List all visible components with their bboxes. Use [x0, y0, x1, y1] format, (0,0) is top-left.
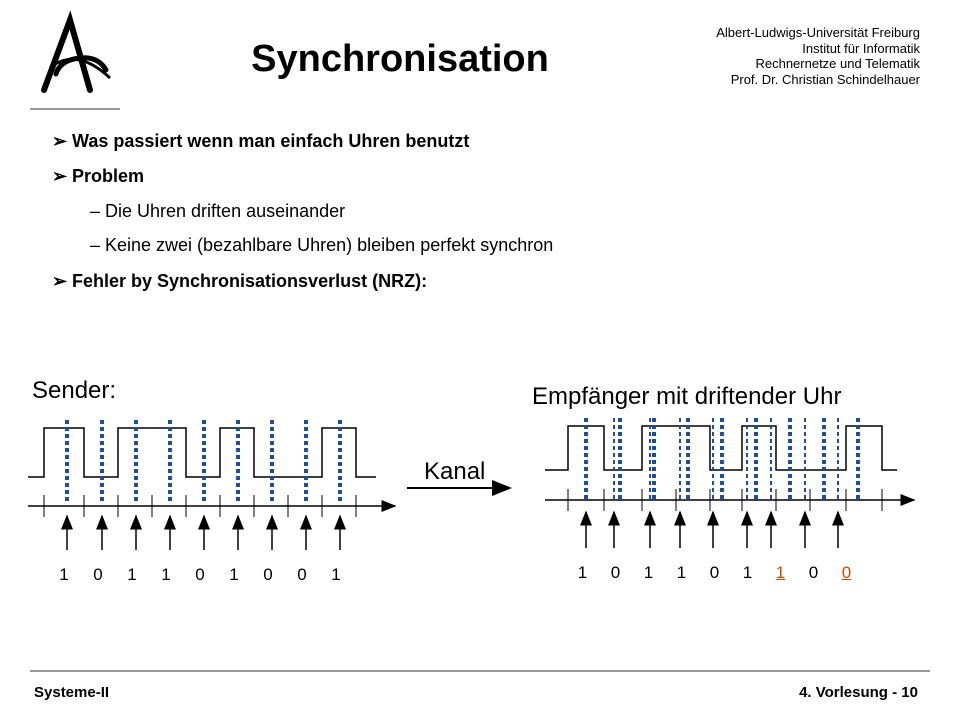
receiver-bit: 1 [643, 563, 654, 582]
sender-label: Sender: [32, 377, 117, 404]
receiver-bit: 1 [742, 563, 753, 582]
sub-bullet: – Keine zwei (bezahlbare Uhren) bleiben perfekt synchron [90, 235, 554, 255]
receiver-drift-clock-lines [614, 418, 838, 500]
receiver-bit-error: 0 [841, 563, 852, 582]
receiver-bit: 0 [808, 563, 819, 582]
receiver-bit: 0 [610, 563, 621, 582]
receiver-bit: 1 [676, 563, 687, 582]
institution-line: Albert-Ludwigs-Universität Freiburg [716, 25, 920, 40]
institution-line: Institut für Informatik [802, 40, 920, 56]
footer-lecture-page: 4. Vorlesung - 10 [799, 684, 918, 701]
arrow-bullet-icon: ➢ [52, 131, 68, 151]
sender-bit: 1 [161, 565, 171, 584]
sender-bit: 1 [59, 565, 69, 584]
channel-label: Kanal [424, 458, 486, 485]
bullet-text: Fehler by Synchronisationsverlust (NRZ): [72, 271, 428, 291]
sender-sample-arrows [67, 516, 340, 550]
bullet-text: Was passiert wenn man einfach Uhren benutzt [72, 131, 470, 151]
receiver-bit: 0 [709, 563, 720, 582]
footer-course: Systeme-II [34, 684, 110, 701]
arrow-bullet-icon: ➢ [52, 271, 68, 291]
sender-bit: 1 [127, 565, 137, 584]
sender-clock-lines [67, 420, 340, 502]
sender-bit: 0 [93, 565, 103, 584]
page-title: Synchronisation [251, 38, 549, 80]
receiver-sample-arrows [586, 512, 838, 548]
sender-bit: 0 [297, 565, 307, 584]
bullet-text: Problem [72, 166, 145, 186]
sender-bit-sequence [47, 565, 353, 585]
arrow-bullet-icon: ➢ [52, 166, 68, 186]
receiver-sender-clock-lines [586, 418, 858, 500]
receiver-bit-sequence [566, 563, 863, 583]
sender-bit: 0 [263, 565, 273, 584]
sub-bullet: – Die Uhren driften auseinander [90, 201, 346, 221]
receiver-label: Empfänger mit driftender Uhr [532, 383, 842, 410]
institution-line: Rechnernetze und Telematik [755, 56, 920, 71]
sender-bit: 1 [331, 565, 341, 584]
receiver-bit-error: 1 [775, 563, 786, 582]
institution-line: Prof. Dr. Christian Schindelhauer [730, 71, 920, 87]
sender-bit: 0 [195, 565, 205, 584]
sender-bit: 1 [229, 565, 239, 584]
receiver-bit: 1 [577, 563, 588, 582]
